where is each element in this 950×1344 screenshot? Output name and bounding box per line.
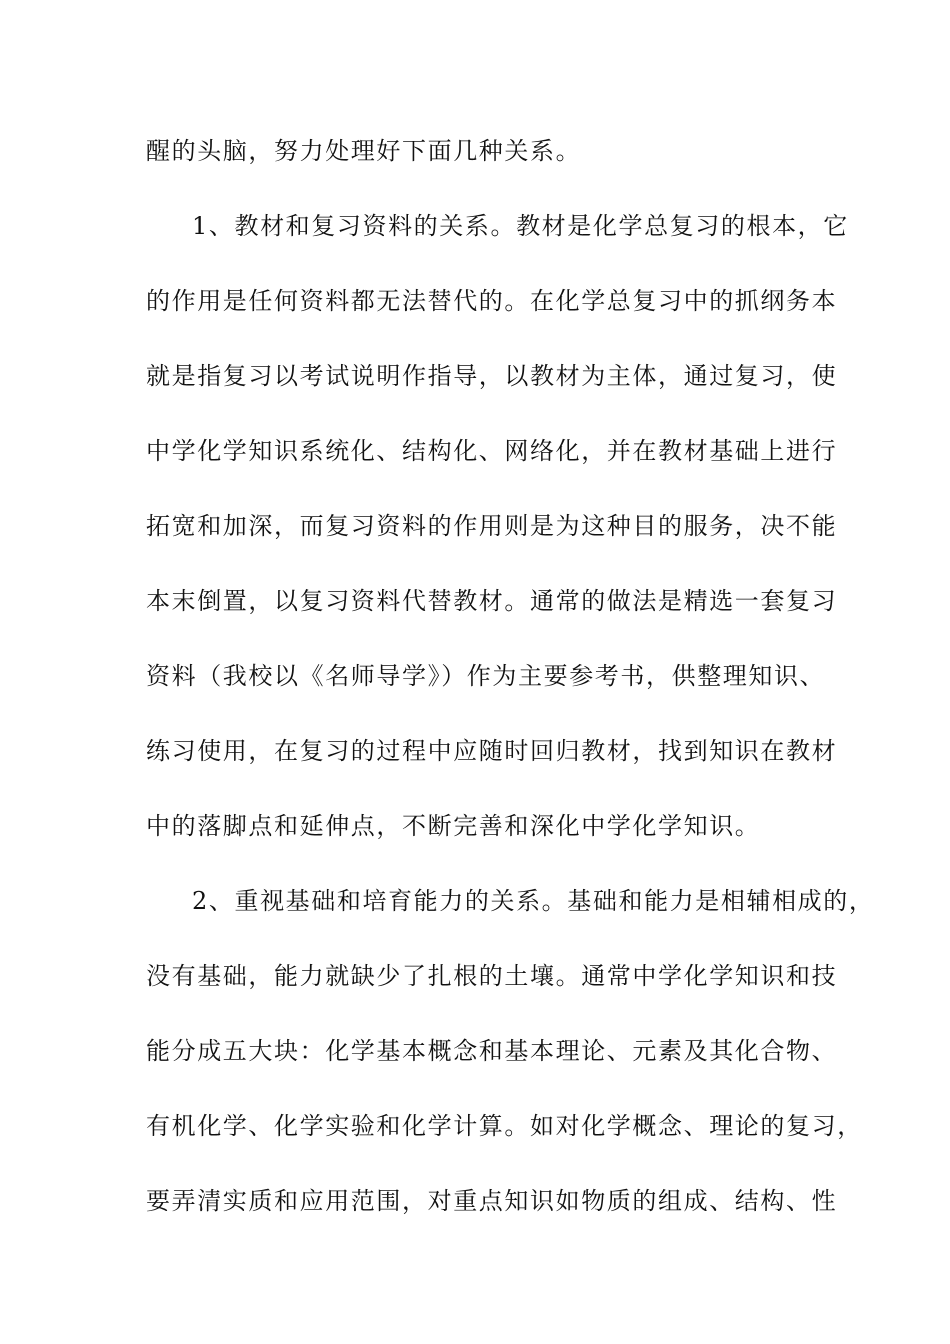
paragraph-1-start: 1、教材和复习资料的关系。教材是化学总复习的根本，它 [192, 212, 849, 240]
text-line: 练习使用，在复习的过程中应随时回归教材，找到知识在教材 [146, 737, 838, 765]
text-line: 没有基础，能力就缺少了扎根的土壤。通常中学化学知识和技 [146, 962, 838, 990]
text-line: 醒的头脑，努力处理好下面几种关系。 [146, 137, 582, 165]
text-line: 资料（我校以《名师导学》）作为主要参考书，供整理知识、 [146, 662, 826, 690]
paragraph-2-start: 2、重视基础和培育能力的关系。基础和能力是相辅相成的， [192, 887, 875, 915]
text-line: 有机化学、化学实验和化学计算。如对化学概念、理论的复习， [146, 1112, 863, 1140]
text-line: 本末倒置，以复习资料代替教材。通常的做法是精选一套复习 [146, 587, 838, 615]
text-line: 能分成五大块：化学基本概念和基本理论、元素及其化合物、 [146, 1037, 838, 1065]
text-line: 中的落脚点和延伸点，不断完善和深化中学化学知识。 [146, 812, 761, 840]
text-line: 的作用是任何资料都无法替代的。在化学总复习中的抓纲务本 [146, 287, 838, 315]
text-line: 拓宽和加深，而复习资料的作用则是为这种目的服务，决不能 [146, 512, 838, 540]
text-line: 就是指复习以考试说明作指导，以教材为主体，通过复习，使 [146, 362, 838, 390]
text-line: 要弄清实质和应用范围，对重点知识如物质的组成、结构、性 [146, 1187, 838, 1215]
text-line: 中学化学知识系统化、结构化、网络化，并在教材基础上进行 [146, 437, 838, 465]
